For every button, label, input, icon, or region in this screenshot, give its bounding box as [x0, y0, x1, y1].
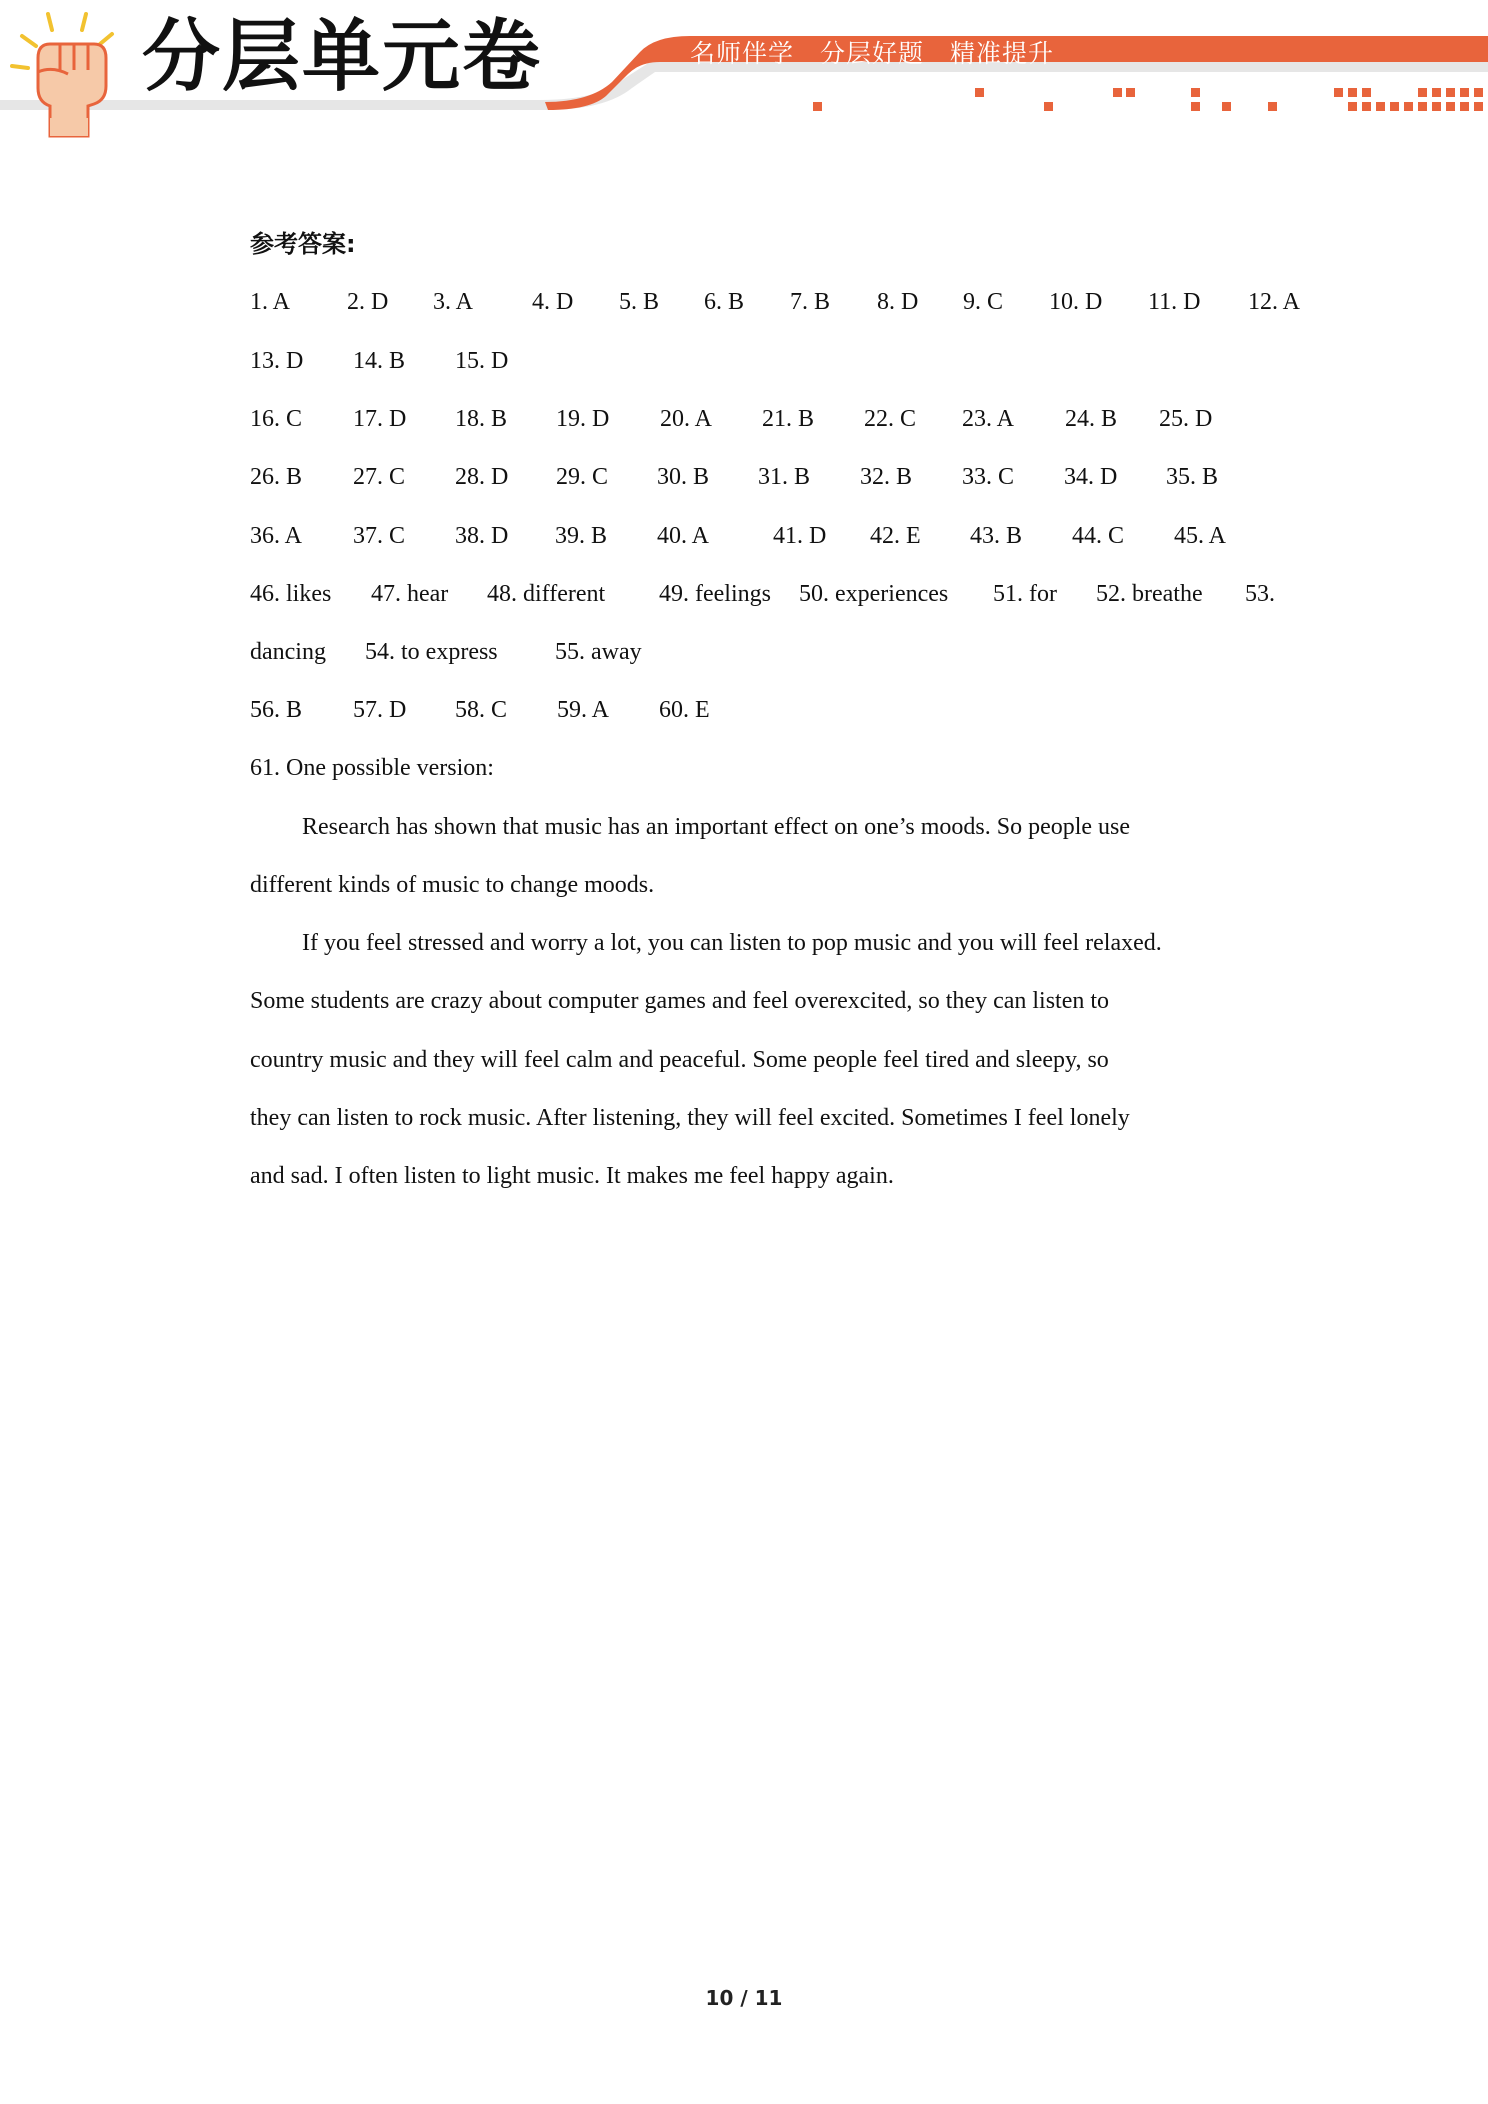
answer-item: 13. D	[250, 348, 304, 374]
slogan-item: 分层好题	[820, 39, 925, 68]
essay-line: country music and they will feel calm and peaceful. Some people feel tired and sleepy, so	[250, 1047, 1109, 1073]
answer-item: 28. D	[455, 464, 509, 490]
answer-item: 8. D	[877, 289, 919, 315]
answer-row	[250, 524, 1226, 548]
answer-item: 26. B	[250, 464, 303, 490]
answers-heading: 参考答案:	[250, 230, 356, 258]
answer-item: 60. E	[659, 697, 710, 723]
answer-item: 12. A	[1248, 289, 1301, 315]
answer-item: 9. C	[963, 289, 1004, 315]
answer-item: 25. D	[1159, 406, 1213, 432]
answer-item: 14. B	[353, 348, 406, 374]
essay-label: 61. One possible version:	[250, 755, 494, 781]
answer-row	[250, 407, 1212, 431]
answer-row	[250, 640, 642, 664]
answer-item: 54. to express	[365, 639, 498, 665]
header-dot-pattern	[813, 88, 1483, 111]
answer-item: 36. A	[250, 523, 303, 549]
answer-item: 1. A	[250, 289, 291, 315]
answer-item: 24. B	[1065, 406, 1118, 432]
page-header	[0, 0, 1488, 150]
answer-item: 30. B	[657, 464, 710, 490]
essay-line: Research has shown that music has an important effect on one’s moods. So people use	[302, 814, 1131, 840]
answer-item: 22. C	[864, 406, 917, 432]
answer-item: 11. D	[1148, 289, 1201, 315]
answer-item: 23. A	[962, 406, 1015, 432]
answer-item: 45. A	[1174, 523, 1227, 549]
answer-item: dancing	[250, 639, 326, 665]
answer-item: 17. D	[353, 406, 407, 432]
header-slogan	[690, 34, 1080, 70]
answer-item: 39. B	[555, 523, 608, 549]
answer-item: 15. D	[455, 348, 509, 374]
answer-item: 33. C	[962, 464, 1015, 490]
answer-item: 53.	[1245, 581, 1275, 607]
answer-item: 42. E	[870, 523, 921, 549]
answer-item: 3. A	[433, 289, 474, 315]
answer-item: 27. C	[353, 464, 406, 490]
answer-row	[250, 582, 1275, 606]
answer-item: 50. experiences	[799, 581, 949, 607]
answer-item: 5. B	[619, 289, 660, 315]
answer-item: 29. C	[556, 464, 609, 490]
essay-line: and sad. I often listen to light music. It makes me feel happy again.	[250, 1163, 894, 1189]
brand-title: 分层单元卷	[142, 12, 543, 102]
answer-item: 48. different	[487, 581, 606, 607]
answer-item: 37. C	[353, 523, 406, 549]
slogan-item: 精准提升	[950, 39, 1055, 68]
answer-item: 31. B	[758, 464, 811, 490]
answer-item: 35. B	[1166, 464, 1219, 490]
answer-item: 6. B	[704, 289, 745, 315]
answer-item: 55. away	[555, 639, 642, 665]
essay-line: they can listen to rock music. After listening, they will feel excited. Sometimes I feel lonely	[250, 1105, 1130, 1131]
slogan-item: 名师伴学	[690, 39, 795, 68]
answer-row	[250, 698, 710, 722]
answer-item: 51. for	[993, 581, 1057, 607]
answer-row	[250, 465, 1218, 489]
answer-item: 20. A	[660, 406, 713, 432]
answer-item: 59. A	[557, 697, 610, 723]
answer-item: 56. B	[250, 697, 303, 723]
essay-line: Some students are crazy about computer games and feel overexcited, so they can listen to	[250, 988, 1110, 1014]
answer-item: 4. D	[532, 289, 574, 315]
answer-item: 52. breathe	[1096, 581, 1203, 607]
answer-item: 49. feelings	[659, 581, 771, 607]
answer-item: 21. B	[762, 406, 815, 432]
answer-item: 10. D	[1049, 289, 1103, 315]
page-number: 10 / 11	[705, 1986, 783, 2010]
essay-line: different kinds of music to change moods.	[250, 872, 655, 898]
answer-item: 43. B	[970, 523, 1023, 549]
fist-logo-icon	[8, 8, 128, 138]
answer-row	[250, 290, 1300, 314]
answer-item: 18. B	[455, 406, 508, 432]
answer-item: 16. C	[250, 406, 303, 432]
answer-item: 7. B	[790, 289, 831, 315]
answer-item: 47. hear	[371, 581, 449, 607]
answer-item: 41. D	[773, 523, 827, 549]
answer-item: 58. C	[455, 697, 508, 723]
answer-item: 32. B	[860, 464, 913, 490]
answer-item: 46. likes	[250, 581, 332, 607]
answer-item: 57. D	[353, 697, 407, 723]
answer-item: 44. C	[1072, 523, 1125, 549]
answer-row	[250, 349, 508, 373]
answer-item: 38. D	[455, 523, 509, 549]
answer-item: 2. D	[347, 289, 389, 315]
answer-item: 19. D	[556, 406, 610, 432]
essay-line: If you feel stressed and worry a lot, you can listen to pop music and you will feel relaxed.	[302, 930, 1162, 956]
answer-item: 40. A	[657, 523, 710, 549]
answer-item: 34. D	[1064, 464, 1118, 490]
